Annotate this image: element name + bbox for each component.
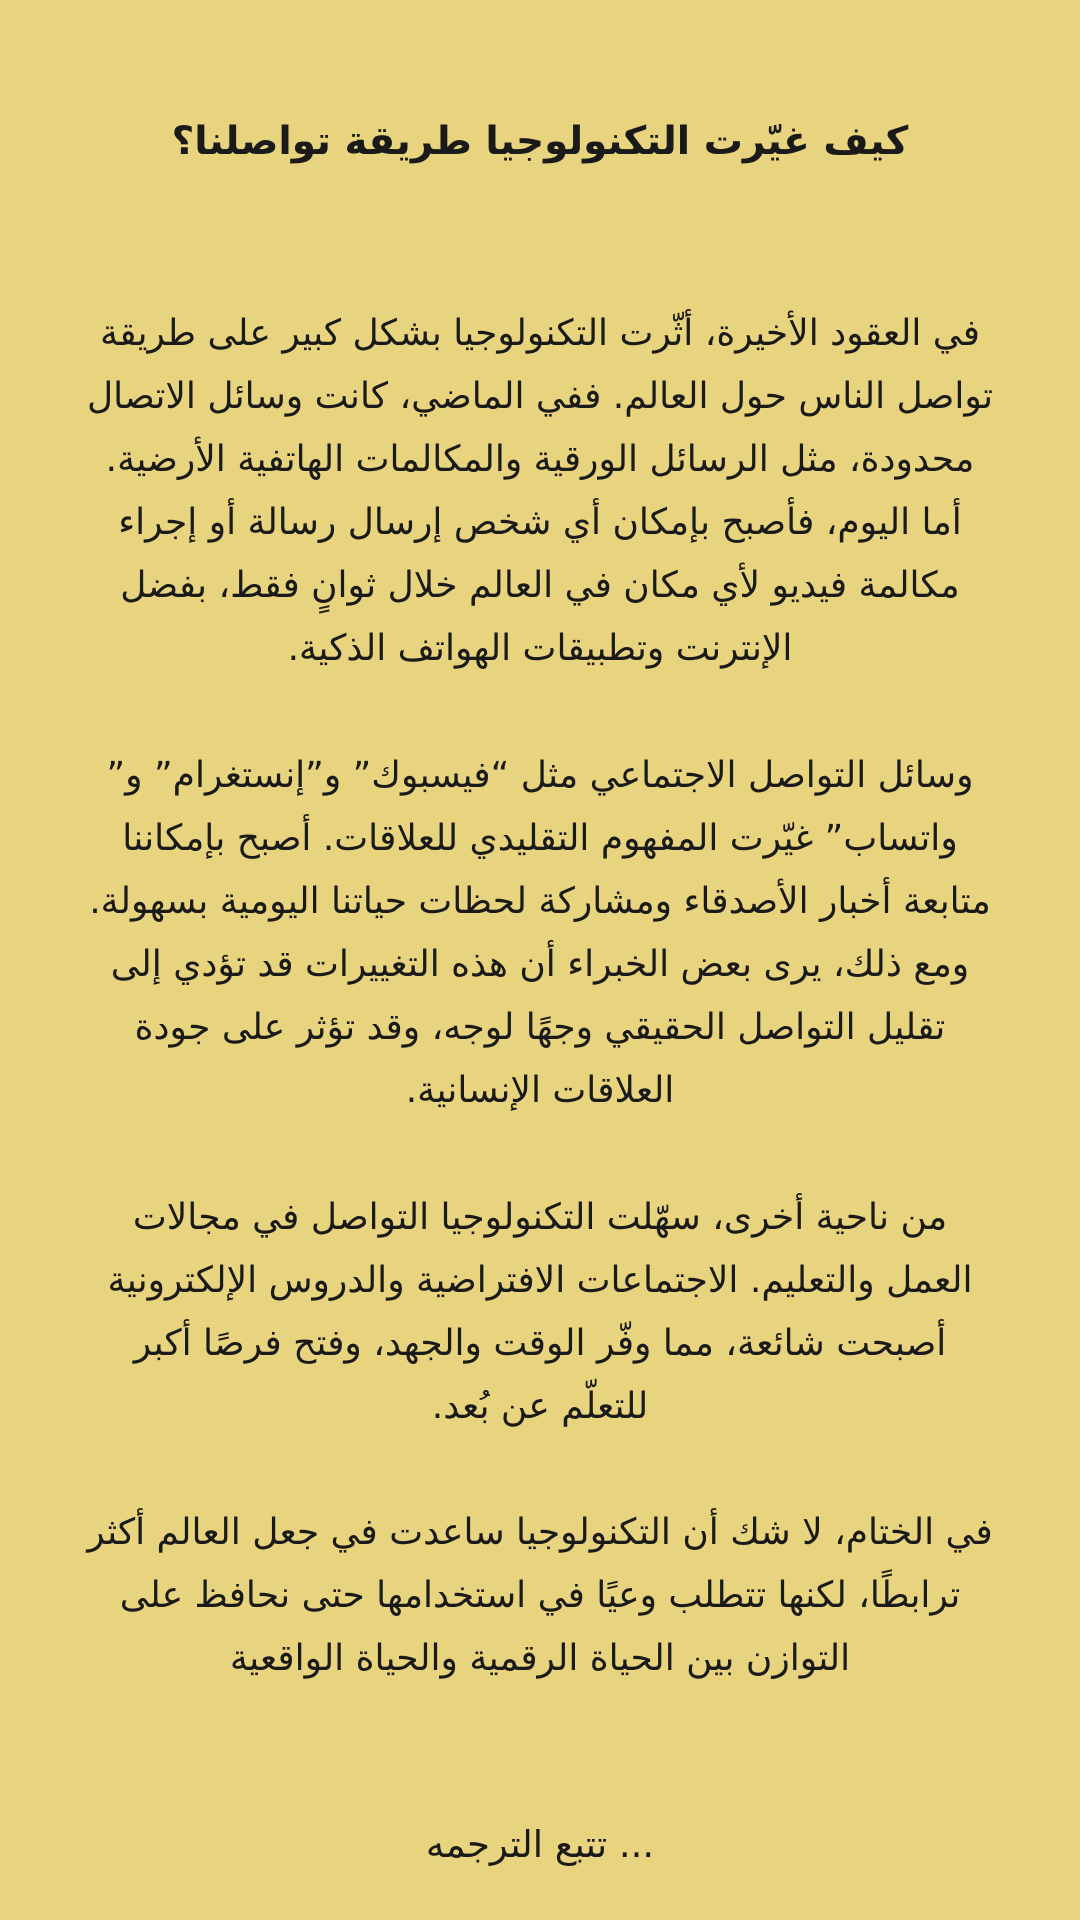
paragraph-line: واتساب” غيّرت المفهوم التقليدي للعلاقات. أصبح بإمكاننا (122, 818, 958, 859)
article-title: كيف غيّرت التكنولوجيا طريقة تواصلنا؟ (171, 119, 909, 164)
paragraph-line: العلاقات الإنسانية. (405, 1070, 675, 1111)
paragraph-line: مكالمة فيديو لأي مكان في العالم خلال ثوانٍ فقط، بفضل (120, 565, 960, 606)
paragraph-line: التوازن بين الحياة الرقمية والحياة الواقعية (229, 1638, 851, 1679)
paragraph-2 (0, 744, 1080, 1122)
paragraph-line: ومع ذلك، يرى بعض الخبراء أن هذه التغييرات قد تؤدي إلى (110, 944, 970, 985)
paragraph-line: للتعلّم عن بُعد. (431, 1386, 649, 1427)
paragraph-4 (0, 1501, 1080, 1690)
paragraph-line: ترابطًا، لكنها تتطلب وعيًا في استخدامها حتى نحافظ على (119, 1575, 961, 1616)
paragraph-line: العمل والتعليم. الاجتماعات الافتراضية والدروس الإلكترونية (107, 1260, 973, 1301)
paragraph-line: أصبحت شائعة، مما وفّر الوقت والجهد، وفتح فرصًا أكبر (133, 1323, 947, 1364)
paragraph-line: في العقود الأخيرة، أثّرت التكنولوجيا بشكل كبير على طريقة (100, 313, 980, 354)
paragraph-line: تواصل الناس حول العالم. ففي الماضي، كانت وسائل الاتصال (87, 376, 993, 417)
paragraph-line: متابعة أخبار الأصدقاء ومشاركة لحظات حياتنا اليومية بسهولة. (89, 881, 991, 922)
paragraph-line: محدودة، مثل الرسائل الورقية والمكالمات الهاتفية الأرضية. (105, 439, 975, 480)
paragraph-line: الإنترنت وتطبيقات الهواتف الذكية. (287, 628, 793, 669)
paragraph-line: أما اليوم، فأصبح بإمكان أي شخص إرسال رسالة أو إجراء (118, 502, 962, 543)
paragraph-line: تقليل التواصل الحقيقي وجهًا لوجه، وقد تؤثر على جودة (134, 1007, 946, 1048)
translation-footer: تتبع الترجمه ... (425, 1823, 655, 1866)
paragraph-1 (0, 302, 1080, 680)
paragraph-line: في الختام، لا شك أن التكنولوجيا ساعدت في جعل العالم أكثر (87, 1512, 993, 1553)
paragraph-line: وسائل التواصل الاجتماعي مثل “فيسبوك” و”إنستغرام” و” (106, 755, 974, 796)
paragraph-3 (0, 1186, 1080, 1438)
paragraph-line: من ناحية أخرى، سهّلت التكنولوجيا التواصل في مجالات (132, 1197, 948, 1238)
